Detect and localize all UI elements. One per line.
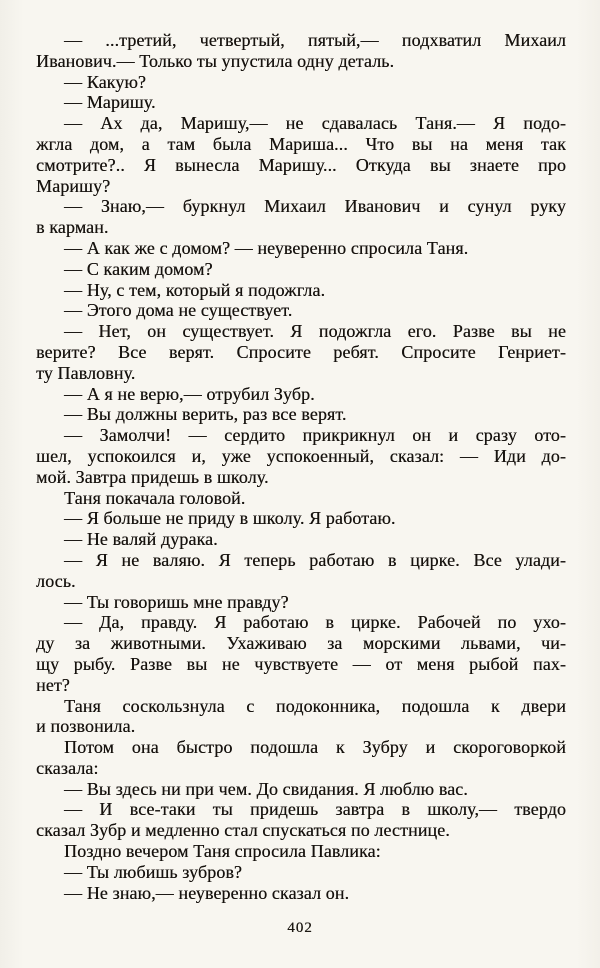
text-line: — Ты говоришь мне правду? xyxy=(64,591,289,612)
text-line: — Да, правду. Я работаю в цирке. Рабочей по ухо- xyxy=(64,612,566,633)
text-line: — Не знаю,— неуверенно сказал он. xyxy=(64,882,350,903)
text-line: щу рыбу. Разве вы не чувствуете — от меня рыбой пах- xyxy=(36,653,566,674)
text-line: — А я не верю,— отрубил Зубр. xyxy=(64,383,315,404)
text-line: — Ах да, Маришу,— не сдавалась Таня.— Я подо- xyxy=(64,113,566,134)
text-line: Таня соскользнула с подоконника, подошла к двери xyxy=(64,695,566,716)
text-line: — С каким домом? xyxy=(64,258,213,279)
text-line: — Ну, с тем, который я подожгла. xyxy=(64,279,326,300)
text-line: — И все-таки ты придешь завтра в школу,— твердо xyxy=(64,799,566,820)
text-line: шел, успокоился и, уже успокоенный, сказал: — Иди до- xyxy=(36,445,566,466)
text-line: — Ты любишь зубров? xyxy=(64,861,243,882)
text-line: — Этого дома не существует. xyxy=(64,300,293,321)
text-line: — Маришу. xyxy=(64,92,156,113)
text-line: Иванович.— Только ты упустила одну деталь. xyxy=(36,50,395,71)
text-line: лось. xyxy=(36,570,76,591)
text-line: — Знаю,— буркнул Михаил Иванович и сунул руку xyxy=(64,196,566,217)
text-line: в карман. xyxy=(36,217,109,238)
text-line: мой. Завтра придешь в школу. xyxy=(36,466,269,487)
text-line: — Замолчи! — сердито прикрикнул он и сразу ото- xyxy=(64,425,566,446)
text-line: Таня покачала головой. xyxy=(64,487,246,508)
page-number: 402 xyxy=(287,920,313,936)
text-line: нет? xyxy=(36,674,70,695)
text-line: — Какую? xyxy=(64,71,146,92)
text-line: — Нет, он существует. Я подожгла его. Разве вы не xyxy=(64,321,566,342)
text-line: и позвонила. xyxy=(36,716,136,737)
text-line: — Я не валяю. Я теперь работаю в цирке. Все улади- xyxy=(64,549,566,570)
text-line: ду за животными. Ухаживаю за морскими львами, чи- xyxy=(36,633,566,654)
text-line: сказал Зубр и медленно стал спускаться по лестнице. xyxy=(36,820,450,841)
text-line: — Вы здесь ни при чем. До свидания. Я люблю вас. xyxy=(64,778,468,799)
text-line: Поздно вечером Таня спросила Павлика: xyxy=(64,841,381,862)
text-line: ту Павловну. xyxy=(36,362,136,383)
text-line: сказала: xyxy=(36,757,99,778)
text-line: верите? Все верят. Спросите ребят. Спросите Генриет- xyxy=(36,341,566,362)
text-line: жгла дом, а там была Мариша... Что вы на меня так xyxy=(36,133,566,154)
text-line: — Я больше не приду в школу. Я работаю. xyxy=(64,508,396,529)
text-line: — ...третий, четвертый, пятый,— подхватил Михаил xyxy=(64,30,566,50)
page-text xyxy=(36,30,566,903)
text-line: Потом она быстро подошла к Зубру и скороговоркой xyxy=(64,737,566,758)
text-line: — Вы должны верить, раз все верят. xyxy=(64,404,347,425)
text-line: — А как же с домом? — неуверенно спросила Таня. xyxy=(64,237,469,258)
text-line: — Не валяй дурака. xyxy=(64,529,218,550)
text-line: смотрите?.. Я вынесла Маришу... Откуда вы знаете про xyxy=(36,154,566,175)
text-line: Маришу? xyxy=(36,175,111,196)
